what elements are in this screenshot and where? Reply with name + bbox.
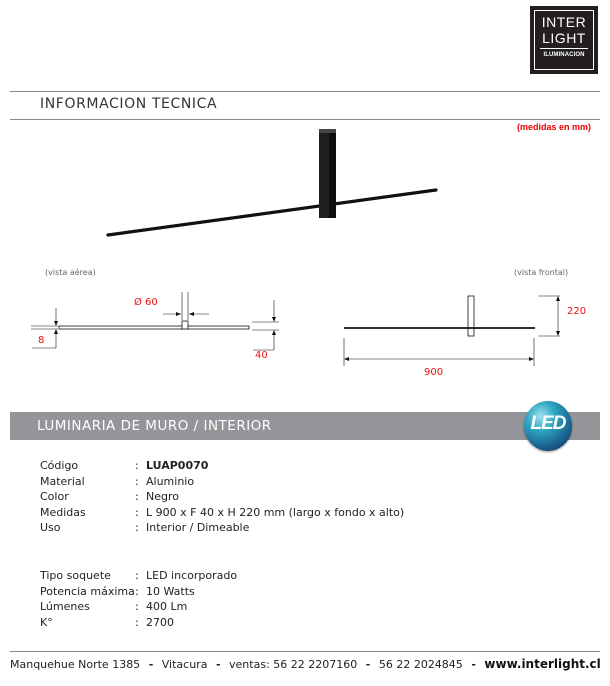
led-badge-icon: [524, 401, 572, 451]
spec-key: K°: [40, 615, 53, 629]
spec-row-codigo: [0, 458, 610, 474]
spec-row-tipo-soquete: [0, 568, 610, 584]
divider-section: [10, 119, 600, 120]
spec-key: Medidas: [40, 505, 86, 519]
spec-key: Potencia máxima: [40, 584, 135, 598]
logo-line-inter: INTER: [541, 14, 587, 30]
spec-colon: :: [135, 600, 139, 613]
spec-colon: :: [135, 474, 139, 488]
footer-website-link[interactable]: www.interlight.cl: [484, 657, 601, 671]
footer-contact: [10, 657, 601, 671]
spec-value: L 900 x F 40 x H 220 mm (largo x fondo x alto): [146, 505, 405, 519]
footer-separator: -: [215, 658, 221, 671]
footer-address: Manquehue Norte 1385: [10, 658, 141, 671]
spec-colon: :: [135, 569, 139, 582]
spec-colon: :: [135, 459, 139, 472]
divider-footer: [10, 651, 600, 652]
spec-key: Lúmenes: [40, 600, 90, 613]
spec-colon: :: [135, 505, 139, 519]
spec-row-potencia: [0, 584, 610, 600]
spec-list-general: [0, 458, 610, 536]
spec-colon: :: [135, 615, 139, 629]
led-badge-label: LED: [530, 413, 566, 434]
spec-value: Aluminio: [146, 474, 195, 488]
logo-divider: [540, 48, 588, 49]
footer-separator: -: [148, 658, 154, 671]
divider-top: [10, 91, 600, 92]
spec-row-material: [0, 474, 610, 490]
spec-value: 400 Lm: [146, 600, 188, 613]
spec-key: Color: [40, 490, 69, 503]
product-category-title: LUMINARIA DE MURO / INTERIOR: [37, 418, 272, 434]
aerial-view-label: (vista aérea): [45, 268, 96, 277]
logo-line-light: LIGHT: [542, 30, 586, 46]
spec-row-color: [0, 489, 610, 505]
spec-key: Uso: [40, 521, 61, 534]
footer-separator: -: [365, 658, 371, 671]
section-title: INFORMACION TECNICA: [40, 96, 218, 112]
footer-separator: -: [471, 658, 476, 671]
frontal-view-drawing: [340, 290, 560, 370]
spec-colon: :: [135, 521, 139, 534]
spec-row-kelvin: [0, 615, 610, 631]
spec-value: LED incorporado: [146, 569, 238, 582]
spec-value: 2700: [146, 615, 174, 629]
spec-value-code: LUAP0070: [146, 459, 209, 472]
units-note: (medidas en mm): [517, 122, 592, 132]
footer-phone2: 56 22 2024845: [378, 658, 463, 671]
dim-thickness: 8: [38, 335, 45, 346]
spec-row-medidas: [0, 505, 610, 521]
spec-colon: :: [135, 490, 139, 503]
spec-value: 10 Watts: [146, 584, 195, 598]
spec-row-lumenes: [0, 599, 610, 615]
product-image: [100, 124, 450, 242]
footer-city: Vitacura: [161, 658, 208, 671]
spec-key: Tipo soquete: [40, 569, 111, 582]
spec-row-uso: [0, 520, 610, 536]
spec-key: Código: [40, 459, 79, 472]
spec-colon: :: [135, 584, 139, 598]
footer-sales-phone: ventas: 56 22 2207160: [229, 658, 358, 671]
dim-diameter: Ø 60: [134, 297, 158, 308]
frontal-view-label: (vista frontal): [514, 268, 569, 277]
dim-length: 900: [424, 367, 444, 378]
dim-height: 220: [567, 306, 587, 317]
dim-depth: 40: [255, 350, 268, 361]
spec-value: Interior / Dimeable: [146, 521, 250, 534]
spec-list-electrical: [0, 568, 610, 630]
interlight-logo: [530, 6, 598, 74]
logo-line-iluminacion: ILUMINACION: [543, 52, 585, 58]
spec-value: Negro: [146, 490, 179, 503]
spec-key: Material: [40, 474, 85, 488]
